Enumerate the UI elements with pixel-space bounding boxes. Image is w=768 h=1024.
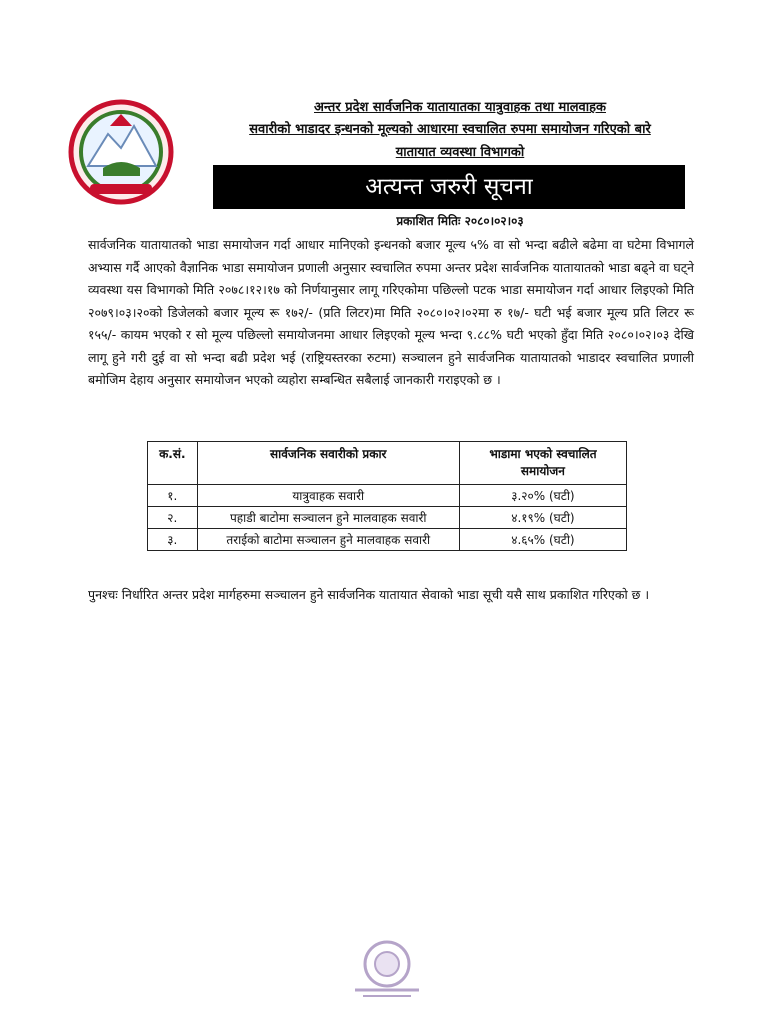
header-vehicle-type: सार्वजनिक सवारीको प्रकार xyxy=(197,442,459,485)
header-line-2: सवारीको भाडादर इन्धनको मूल्यको आधारमा स्वचालित रुपमा समायोजन गरिएको बारे xyxy=(249,122,651,137)
nepal-government-emblem-icon xyxy=(68,96,174,208)
header-adjustment: भाडामा भएको स्वचालित समायोजन xyxy=(459,442,626,485)
adjustment-table xyxy=(147,441,627,551)
department-seal-icon xyxy=(349,934,425,1000)
published-date: प्रकाशित मितिः २०८०।०२।०३ xyxy=(396,214,524,228)
row-adjustment: ३.२०% (घटी) xyxy=(459,485,626,507)
table-row xyxy=(148,507,627,529)
row-adjustment: ४.१९% (घटी) xyxy=(459,507,626,529)
header-sn: क.सं. xyxy=(148,442,198,485)
row-sn: १. xyxy=(148,485,198,507)
urgent-notice-banner: अत्यन्त जरुरी सूचना xyxy=(213,165,685,209)
header-line-3: यातायात व्यवस्था विभागको xyxy=(395,145,525,160)
table-row xyxy=(148,485,627,507)
header-line-1: अन्तर प्रदेश सार्वजनिक यातायातका यात्रुवाहक तथा मालवाहक xyxy=(314,100,606,115)
row-type: तराईको बाटोमा सञ्चालन हुने मालवाहक सवारी xyxy=(197,529,459,551)
row-sn: २. xyxy=(148,507,198,529)
body-paragraph-1: सार्वजनिक यातायातको भाडा समायोजन गर्दा आधार मानिएको इन्धनको बजार मूल्य ५% वा सो भन्दा बढीले बढेमा वा घटेमा विभागले अभ्यास गर्दै आएको वैज्ञानिक भाडा समायोजन प्रणाली अनुसार स्वचालित रुपमा अन्तर प्रदेश सार्वजनिक यातायातको भाडा बढ्ने वा घट्ने व्यवस्था यस विभागको मिति २०७८।१२।१७ को निर्णयानुसार लागू गरिएकोमा पछिल्लो पटक भाडा समायोजन गर्दा आधार लिइएको मिति २०७९।०३।२०को डिजेलको बजार मूल्य रू १७२/- (प्रति लिटर)मा मिति २०८०।०२।०२मा रु १७/- घटी भई बजार मूल्य प्रति लिटर रू १५५/- कायम भएको र सो मूल्य पछिल्लो समायोजनमा आधार लिइएको मूल्य भन्दा ९.८८% घटी भएको हुँदा मिति २०८०।०२।०३ देखि लागू हुने गरी दुई वा सो भन्दा बढी प्रदेश भई (राष्ट्रियस्तरका रुटमा) सञ्चालन हुने सार्वजनिक यातायातको भाडादर स्वचालित प्रणाली बमोजिम देहाय अनुसार समायोजन भएको व्यहोरा सम्बन्धित सबैलाई जानकारी गराइएको छ । xyxy=(88,237,694,387)
table-header-row xyxy=(148,442,627,485)
row-type: यात्रुवाहक सवारी xyxy=(197,485,459,507)
row-adjustment: ४.६५% (घटी) xyxy=(459,529,626,551)
row-sn: ३. xyxy=(148,529,198,551)
row-type: पहाडी बाटोमा सञ्चालन हुने मालवाहक सवारी xyxy=(197,507,459,529)
body-paragraph-2: पुनश्चः निर्धारित अन्तर प्रदेश मार्गहरुमा सञ्चालन हुने सार्वजनिक यातायात सेवाको भाडा सूची यसै साथ प्रकाशित गरिएको छ । xyxy=(88,587,650,602)
table-row xyxy=(148,529,627,551)
